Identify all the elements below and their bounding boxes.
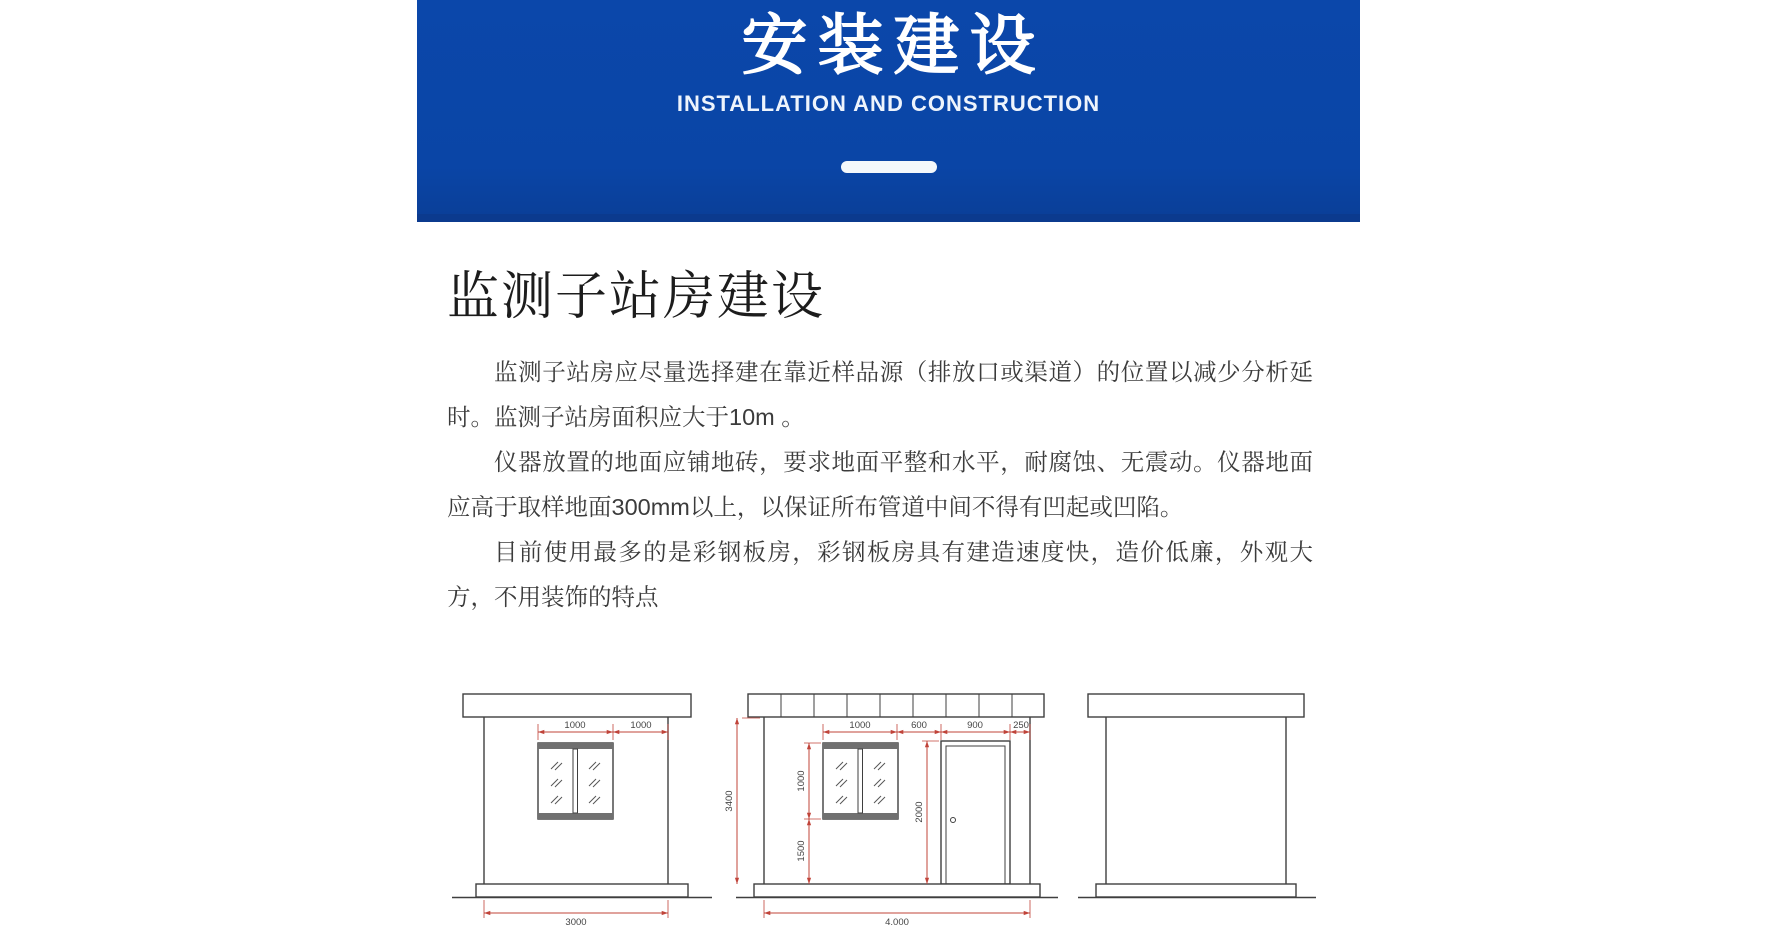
paragraph-material: 目前使用最多的是彩钢板房，彩钢板房具有建造速度快，造价低廉，外观大方，不用装饰的特点 <box>447 538 1313 610</box>
base-slab <box>476 884 688 897</box>
dimension-label: 1000 <box>564 720 586 731</box>
base-slab <box>1096 884 1296 897</box>
dimension-label: 1000 <box>796 770 807 792</box>
dimension-label: 3400 <box>724 790 735 812</box>
banner-divider-bar <box>841 161 937 173</box>
section-heading: 监测子站房建设 <box>447 268 826 326</box>
elevation-right <box>1078 694 1316 898</box>
door <box>941 741 1010 884</box>
window <box>538 743 613 819</box>
roof-slab <box>463 694 691 717</box>
banner-subtitle: INSTALLATION AND CONSTRUCTION <box>676 91 1101 117</box>
paragraph-floor: 仪器放置的地面应铺地砖，要求地面平整和水平，耐腐蚀、无震动。仪器地面应高于取样地面300mm以上，以保证所布管道中间不得有凹起或凹陷。 <box>447 448 1313 520</box>
header-banner <box>417 0 1360 222</box>
dimension-label: 600 <box>911 720 927 731</box>
window <box>823 743 898 819</box>
elevation-drawings <box>440 688 1320 943</box>
base-slab <box>754 884 1040 897</box>
dimension-label: 1000 <box>849 720 871 731</box>
dimension-label: 1000 <box>630 720 652 731</box>
article <box>447 268 1313 620</box>
paragraph-location: 监测子站房应尽量选择建在靠近样品源（排放口或渠道）的位置以减少分析延时。监测子站房面积应大于10m 。 <box>447 358 1313 430</box>
dimension-label: 1500 <box>796 840 807 862</box>
dimension-label: 4.000 <box>885 917 909 928</box>
dimension-label: 250 <box>1013 720 1029 731</box>
banner-title: 安装建设 <box>741 8 1046 82</box>
dimension-label: 2000 <box>914 801 925 823</box>
elevation-left <box>452 694 712 928</box>
roof-slab <box>1088 694 1304 717</box>
dimension-label: 900 <box>967 720 983 731</box>
dimension-label: 3000 <box>565 917 587 928</box>
roof-slab <box>748 694 1044 717</box>
elevation-middle <box>724 694 1058 928</box>
